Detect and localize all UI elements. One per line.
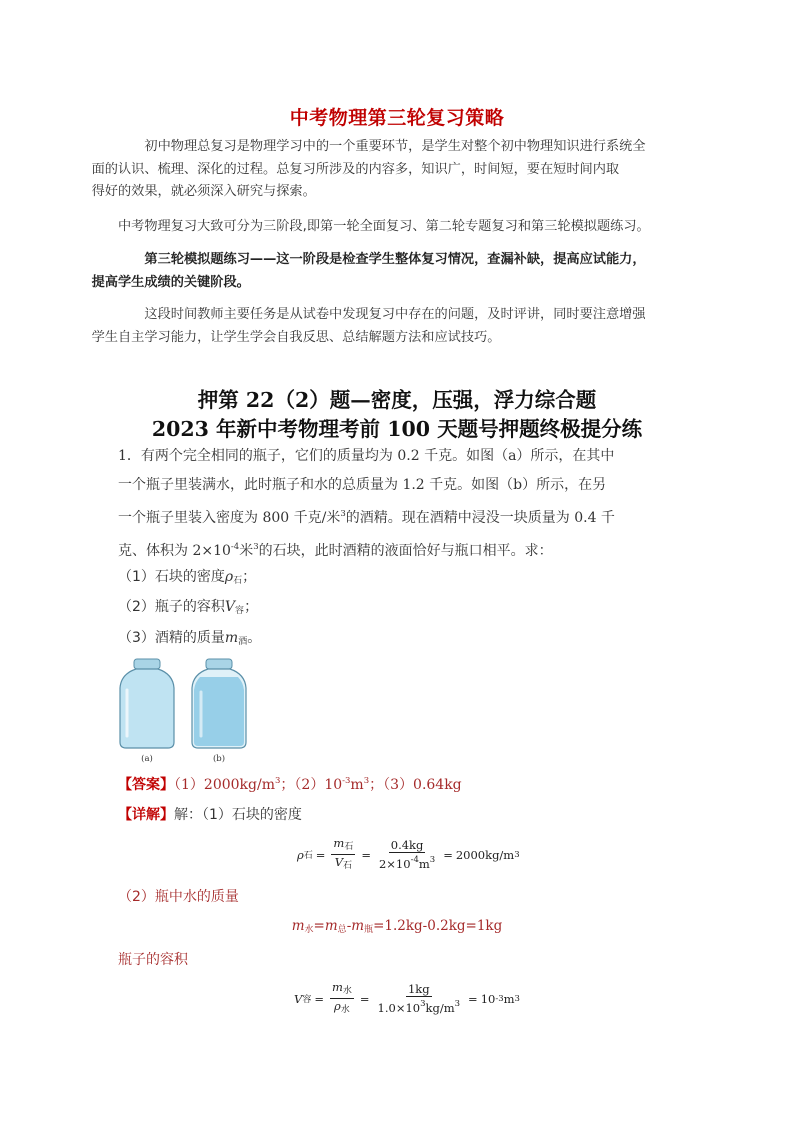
section-heading: 押第 22（2）题—密度，压强，浮力综合题	[197, 388, 597, 412]
intro-p3-line2: 提高学生成绩的关键阶段。	[91, 274, 250, 290]
bottle-a	[120, 659, 174, 748]
intro-paragraph-3	[91, 249, 688, 294]
step-2-label: （2）瓶中水的质量	[118, 889, 239, 905]
intro-p1-line3: 得好的效果，就必须深入研究与探索。	[91, 184, 316, 199]
bottle-b	[192, 659, 246, 748]
detail-tag: 【详解】	[118, 807, 174, 823]
question-line-2: 一个瓶子里装满水，此时瓶子和水的总质量为 1.2 千克。如图（b）所示，在另	[118, 477, 607, 493]
formula-water-mass: $m_水=m_总-m_瓶=1.2kg-0.2kg=1kg$	[291, 918, 503, 935]
figure-label-b: (b)	[212, 754, 226, 764]
intro-p4-line2: 学生自主学习能力，让学生学会自我反思、总结解题方法和应试技巧。	[91, 329, 501, 345]
intro-paragraph-4	[91, 304, 688, 349]
intro-p3-line1: 第三轮模拟题练习——这一阶段是检查学生整体复习情况，查漏补缺，提高应试能力，	[144, 252, 646, 267]
intro-paragraph-2: 中考物理复习大致可分为三阶段,即第一轮全面复习、第二轮专题复习和第三轮模拟题练习。	[118, 219, 650, 234]
section-subheading: 2023 年新中考物理考前 100 天题号押题终极提分练	[151, 417, 643, 441]
formula-density: ρ 石 = $\frac{m_石}{V_石}$ = $\frac{0.4kg}{2\times 10^{-4}m^3}$ = 2000kg/m 3	[297, 836, 520, 871]
intro-p4-line1: 这段时间教师主要任务是从试卷中发现复习中存在的问题，及时评讲，同时要注意增强	[144, 307, 646, 322]
question-text	[118, 442, 678, 566]
intro-p1-line1: 初中物理总复习是物理学习中的一个重要环节，是学生对整个初中物理知识进行系统全	[144, 139, 646, 154]
question-line-3: 一个瓶子里装入密度为 800 千克/米$^3$的酒精。现在酒精中浸没一块质量为 0.4 千	[118, 509, 615, 526]
intro-p1-line2: 面的认识、梳理、深化的过程。总复习所涉及的内容多，知识广，时间短，要在短时间内取	[91, 161, 620, 177]
answer-tag: 【答案】	[118, 777, 174, 793]
sub-question-3: （3）酒精的质量$m_酒$。	[118, 630, 262, 647]
step-3-label: 瓶子的容积	[118, 952, 188, 968]
question-line-1: 1．有两个完全相同的瓶子，它们的质量均为 0.2 千克。如图（a）所示，在其中	[118, 448, 615, 464]
answer-line: 【答案】$(1)2000kg/m^3$；$(2)10^{-3}m^3$；（3）0.64kg	[118, 776, 462, 793]
formula-volume: V 容 = $\frac{m_水}{\rho_水}$ = $\frac{1kg}{1.0\times 10^3kg/m^3}$ = 10 -3 m 3	[294, 980, 520, 1015]
detail-line: 【详解】解：（1）石块的密度	[118, 807, 302, 823]
intro-paragraph-1	[91, 136, 688, 204]
bottles-figure	[117, 658, 253, 766]
page-title: 中考物理第三轮复习策略	[289, 107, 505, 129]
sub-question-2: （2）瓶子的容积$V_容$；	[118, 599, 259, 616]
question-line-4: 克、体积为 $2\times 10^{-4}$米$^3$的石块，此时酒精的液面恰好与瓶口相平。求：	[118, 542, 553, 559]
figure-label-a: (a)	[141, 754, 153, 764]
sub-question-1: （1）石块的密度$\rho_石$；	[118, 569, 257, 586]
